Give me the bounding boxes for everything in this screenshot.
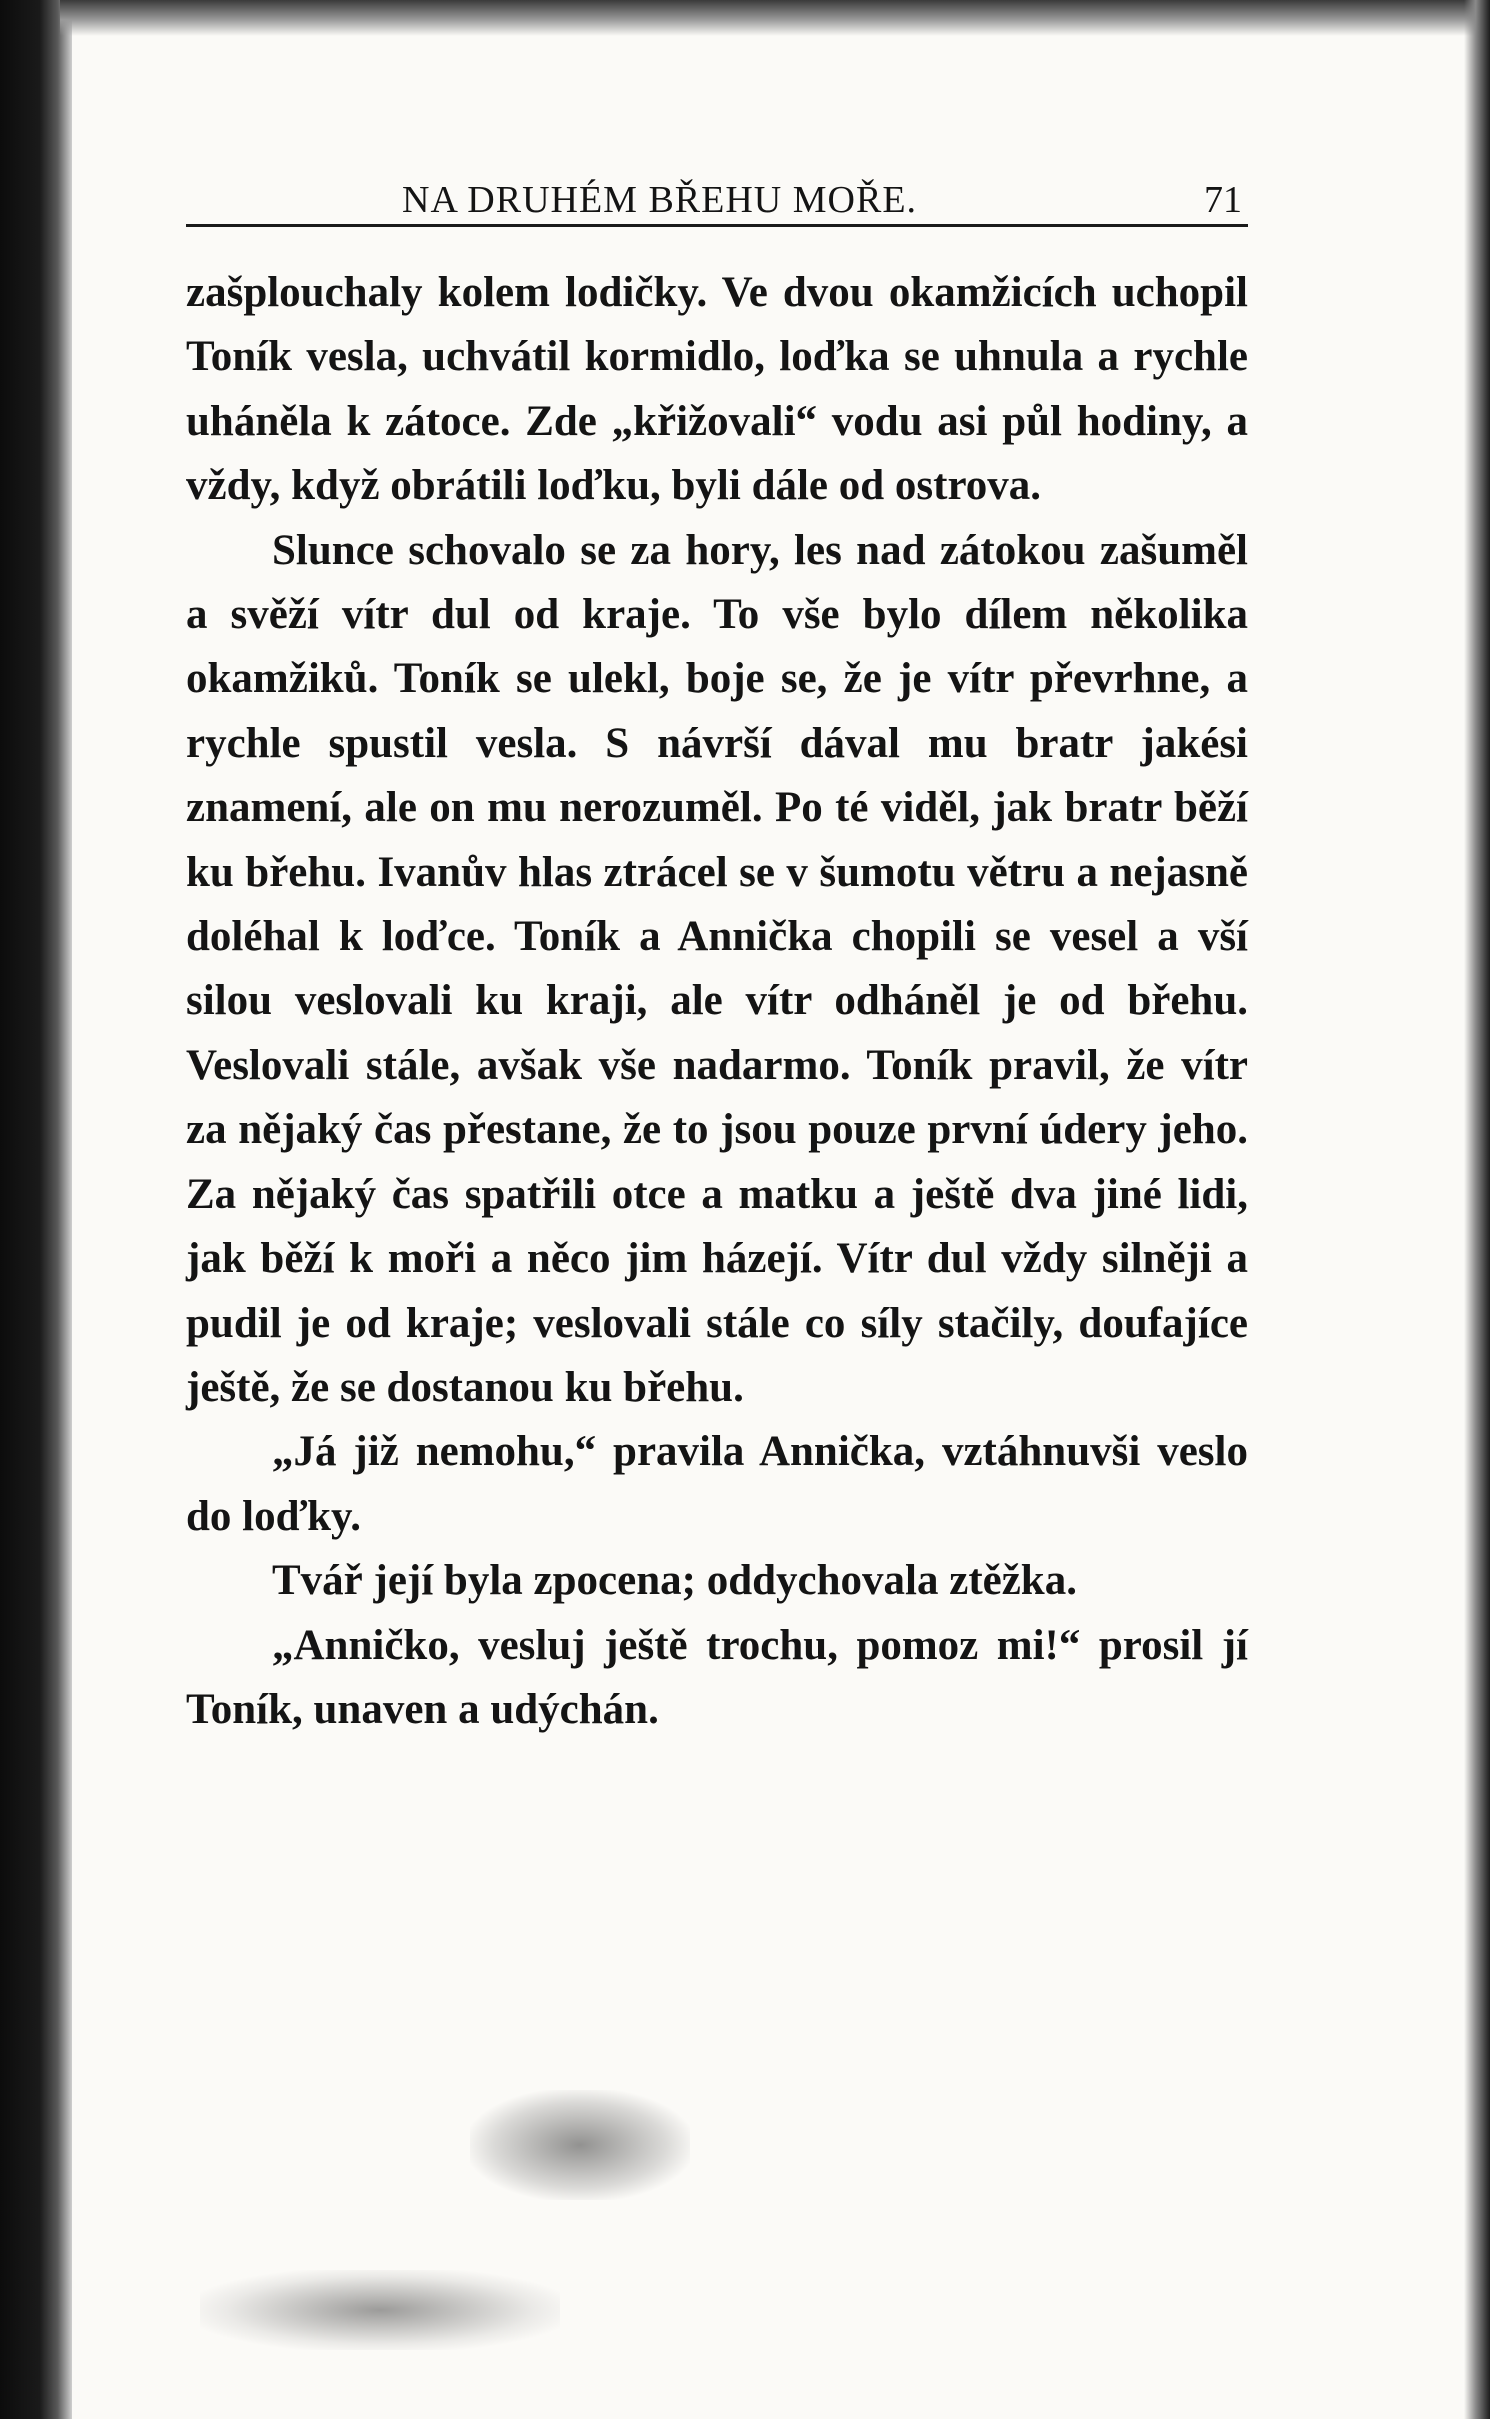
ink-stain	[470, 2090, 690, 2200]
book-binding-shadow	[0, 0, 72, 2419]
page-header	[186, 150, 1248, 227]
paragraph-2: Slunce schovalo se za hory, les nad zátokou zašuměl a svěží vítr dul od kraje. To vše bylo dílem několika okamžiků. Toník se ulekl, boje se, že je vítr převrhne, a rychle spustil vesla. S návrší dával mu bratr jakési znamení, ale on mu nerozuměl. Po té viděl, jak bratr běží ku břehu. Ivanův hlas ztrácel se v šumotu větru a nejasně doléhal k loďce. Toník a Annička chopili se vesel a vší silou veslovali ku kraji, ale vítr odháněl je od břehu. Veslovali stále, avšak vše nadarmo. Toník pravil, že vítr za nějaký čas přestane, že to jsou pouze první údery jeho. Za nějaký čas spatřili otce a matku a ještě dva jiné lidi, jak běží k moři a něco jim házejí. Vítr dul vždy silněji a pudil je od kraje; veslovali stále co síly stačily, doufajíce ještě, že se dostanou ku břehu.	[186, 526, 1248, 1411]
page-number: 71	[1204, 179, 1242, 221]
page-right-edge-shadow	[1464, 0, 1490, 2419]
paragraph-4: Tvář její byla zpocena; oddychovala ztěžka.	[272, 1557, 1077, 1605]
ink-stain-lower	[200, 2270, 560, 2350]
paragraph-3: „Já již nemohu,“ pravila Annička, vztáhnuvši veslo do loďky.	[186, 1428, 1248, 1540]
paragraph-1: zašplouchaly kolem lodičky. Ve dvou okamžicích uchopil Toník vesla, uchvátil kormidlo, loďka se uhnula a rychle uháněla k zátoce. Zde „křižovali“ vodu asi půl hodiny, a vždy, když obrátili loďku, byli dále od ostrova.	[186, 269, 1248, 510]
page-top-edge-shadow	[60, 0, 1490, 36]
running-title: NA DRUHÉM BŘEHU MOŘE.	[402, 179, 918, 221]
body-text	[186, 261, 1248, 1742]
paragraph-5: „Anničko, vesluj ještě trochu, pomoz mi!“ prosil jí Toník, unaven a udýchán.	[186, 1621, 1248, 1733]
book-page	[186, 150, 1248, 1742]
